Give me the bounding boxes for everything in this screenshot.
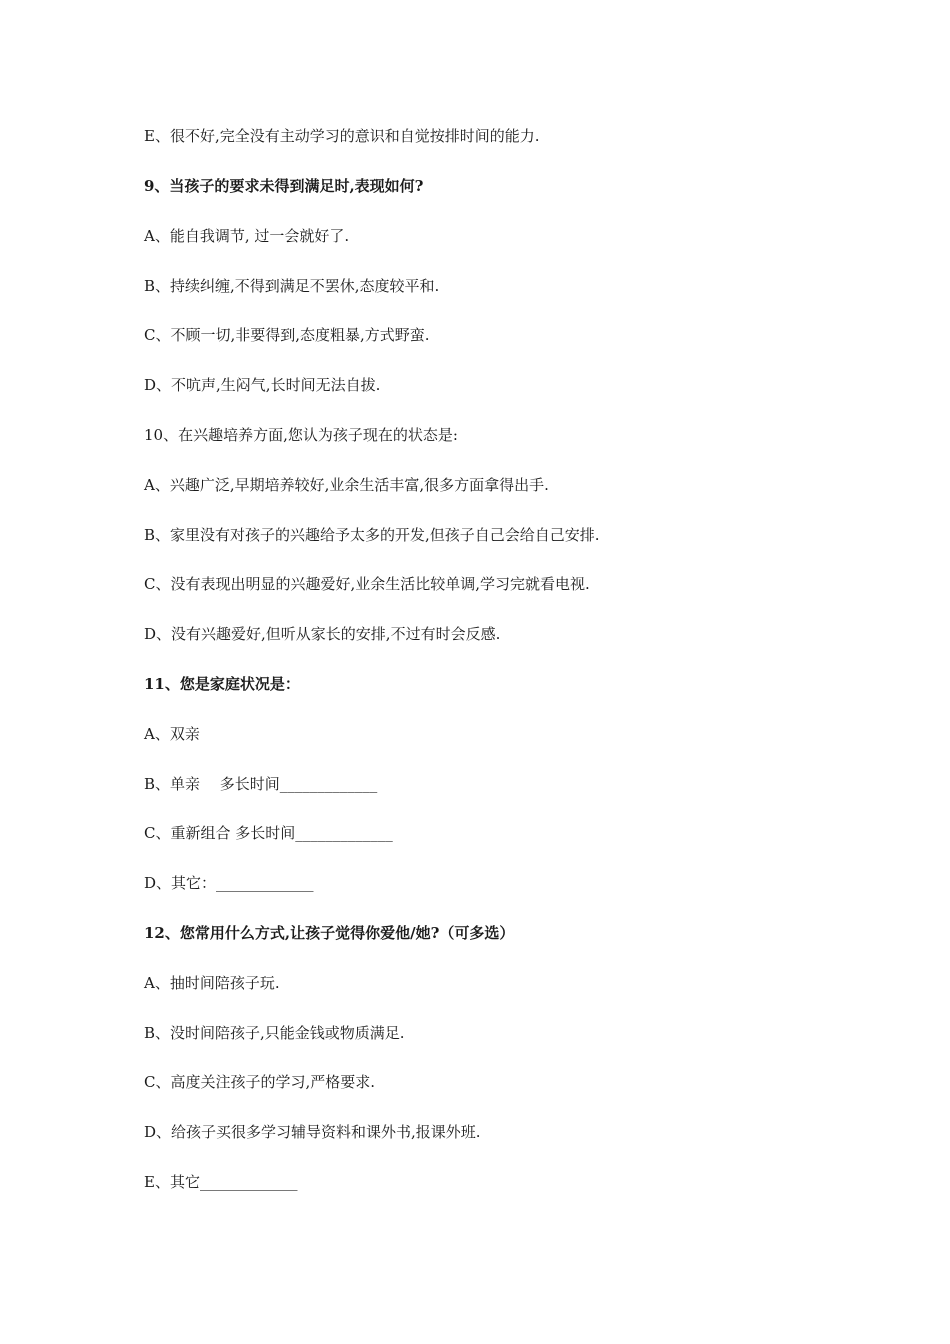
question-9: 9、当孩子的要求未得到满足时,表现如何? <box>144 177 424 195</box>
question-11: 11、您是家庭状况是： <box>144 675 300 693</box>
option-12e: E、其它_____________ <box>144 1173 298 1191</box>
option-12c: C、高度关注孩子的学习,严格要求. <box>144 1073 376 1091</box>
option-10b: B、家里没有对孩子的兴趣给予太多的开发,但孩子自己会给自己安排. <box>144 526 600 544</box>
option-8e: E、很不好,完全没有主动学习的意识和自觉按排时间的能力. <box>144 127 540 145</box>
option-12d: D、给孩子买很多学习辅导资料和课外书,报课外班. <box>144 1123 481 1141</box>
question-10: 10、在兴趣培养方面,您认为孩子现在的状态是: <box>144 426 458 444</box>
option-9b: B、持续纠缠,不得到满足不罢休,态度较平和. <box>144 277 440 295</box>
option-9d: D、不吭声,生闷气,长时间无法自拔. <box>144 376 381 394</box>
option-10c: C、没有表现出明显的兴趣爱好,业余生活比较单调,学习完就看电视. <box>144 575 590 593</box>
option-11c: C、重新组合 多长时间_____________ <box>144 824 393 842</box>
option-10a: A、兴趣广泛,早期培养较好,业余生活丰富,很多方面拿得出手. <box>144 476 549 494</box>
question-12: 12、您常用什么方式,让孩子觉得你爱他/她?（可多选） <box>144 924 515 942</box>
option-12a: A、抽时间陪孩子玩. <box>144 974 280 992</box>
option-12b: B、没时间陪孩子,只能金钱或物质满足. <box>144 1024 405 1042</box>
option-11d: D、其它：_____________ <box>144 874 314 892</box>
option-11a: A、双亲 <box>144 725 200 743</box>
option-11b: B、单亲 多长时间_____________ <box>144 775 378 793</box>
option-10d: D、没有兴趣爱好,但听从家长的安排,不过有时会反感. <box>144 625 501 643</box>
option-9c: C、不顾一切,非要得到,态度粗暴,方式野蛮. <box>144 326 430 344</box>
option-9a: A、能自我调节, 过一会就好了. <box>144 227 350 245</box>
